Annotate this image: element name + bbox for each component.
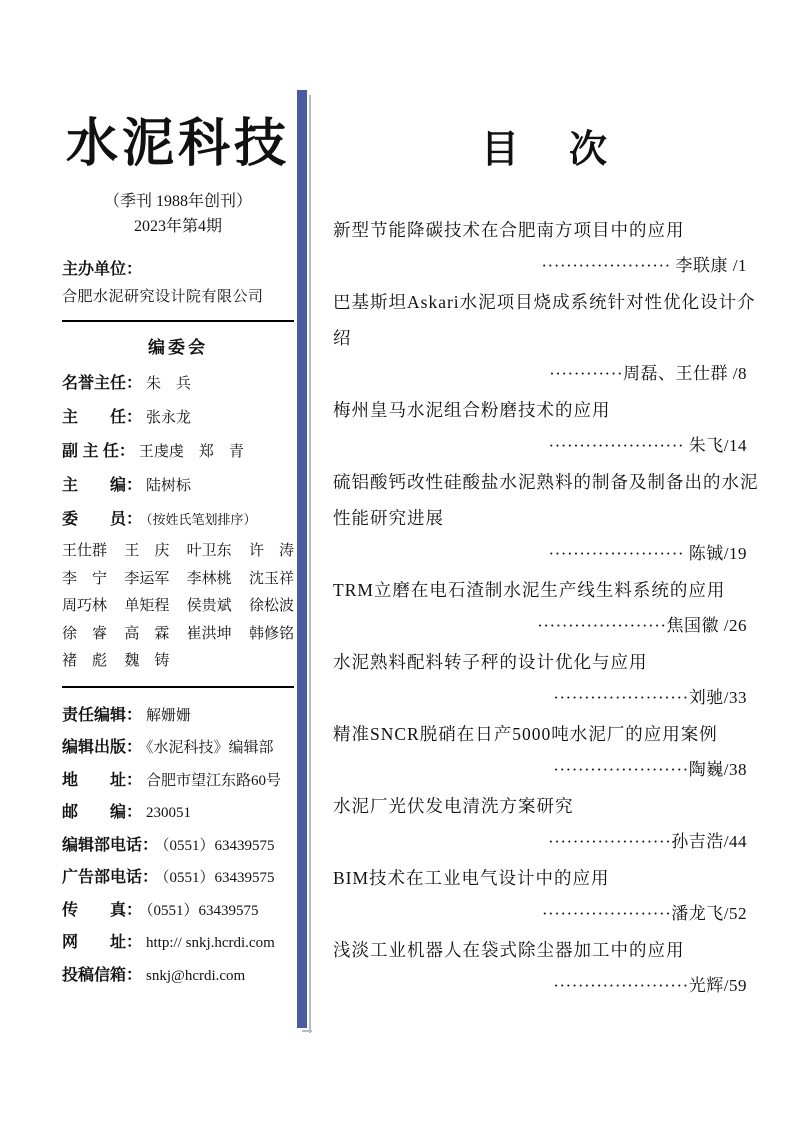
toc-article [333, 716, 761, 788]
board-role-label: 主 任： [62, 409, 143, 426]
board-member: 单矩程 [124, 598, 170, 614]
pub-info-label: 广告部电话： [62, 869, 159, 886]
board-member: 韩修铭 [248, 625, 294, 642]
pub-info-row [62, 830, 294, 863]
board-role-value: 朱 兵 [146, 376, 192, 392]
toc-article [333, 392, 761, 464]
article-author-line: ············周磊、王仕群 /8 [549, 364, 747, 383]
pub-info-row [62, 927, 294, 960]
pub-info-row [62, 732, 294, 765]
board-role-label: 名誉主任： [62, 375, 143, 392]
pub-info-row [62, 960, 294, 993]
pub-info-label: 网 址： [62, 934, 143, 951]
board-role-row [62, 367, 294, 401]
pub-info-row [62, 700, 294, 733]
toc-article [333, 572, 761, 644]
pub-info-label: 编辑出版： [62, 739, 143, 756]
article-author-line: ····················· 李联康 /1 [541, 256, 747, 275]
article-title: 梅州皇马水泥组合粉磨技术的应用 [333, 400, 611, 420]
pub-info-value: snkj@hcrdi.com [146, 967, 246, 984]
toc-article [333, 860, 761, 932]
pub-info-value: （0551）63439575 [162, 870, 275, 886]
article-title: 巴基斯坦Askari水泥项目烧成系统针对性优化设计介绍 [333, 292, 756, 348]
board-member: 魏 铸 [124, 653, 170, 669]
board-role-label: 委 员： [62, 511, 143, 528]
article-title: 硫铝酸钙改性硅酸盐水泥熟料的制备及制备出的水泥性能研究进展 [333, 472, 759, 528]
journal-title: 水泥科技 [65, 116, 290, 173]
pub-info-row [62, 862, 294, 895]
section-rule [62, 320, 294, 322]
board-member: 沈玉祥 [248, 570, 294, 587]
pub-info-label: 地 址： [62, 771, 143, 789]
article-author-line: ······················ 陈铖/19 [548, 544, 747, 563]
pub-info-label: 责任编辑： [62, 706, 143, 724]
article-author-line: ······················光辉/59 [553, 976, 747, 995]
board-role-value: 陆树标 [146, 478, 192, 494]
pub-info-value: （0551）63439575 [162, 837, 275, 854]
board-member: 徐 睿 [62, 625, 108, 642]
pub-info-label: 邮 编： [62, 804, 143, 821]
toc-article [333, 464, 761, 572]
pub-info-label: 投稿信箱： [62, 966, 143, 984]
pub-info-value: 合肥市望江东路60号 [146, 772, 282, 789]
right-column [333, 122, 761, 1004]
journal-issue: 2023年第4期 [133, 218, 222, 235]
pub-info-value: 《水泥科技》编辑部 [146, 740, 274, 756]
article-title: 精准SNCR脱硝在日产5000吨水泥厂的应用案例 [333, 724, 718, 744]
pub-info-row [62, 797, 294, 830]
board-member: 周巧林 [62, 598, 108, 614]
article-author-line: ······················陶巍/38 [553, 760, 747, 779]
pub-info-row [62, 765, 294, 798]
board-role-label: 副 主 任： [62, 443, 135, 460]
board-roles [62, 367, 294, 536]
toc-article [333, 644, 761, 716]
board-member: 褚 彪 [62, 653, 108, 669]
article-title: BIM技术在工业电气设计中的应用 [333, 868, 610, 888]
article-title: 水泥厂光伏发电清洗方案研究 [333, 796, 574, 816]
article-title: 浅淡工业机器人在袋式除尘器加工中的应用 [333, 940, 685, 960]
article-author-line: ·····················潘龙飞/52 [541, 904, 747, 923]
section-rule [62, 686, 294, 688]
board-member: 崔洪坤 [186, 625, 232, 642]
pub-info-label: 传 真： [62, 901, 143, 919]
board-role-label: 主 编： [62, 477, 143, 494]
article-author-line: ······················ 朱飞/14 [548, 436, 747, 455]
sponsor-label: 主办单位： [62, 261, 143, 278]
board-member: 侯贵斌 [186, 598, 232, 614]
board-member: 王仕群 [62, 543, 108, 559]
journal-subtitle: （季刊 1988年创刊） [103, 193, 252, 210]
article-title: TRM立磨在电石渣制水泥生产线生料系统的应用 [333, 580, 726, 600]
toc-article [333, 284, 761, 392]
toc-list [333, 212, 761, 1004]
divider-bar [297, 90, 307, 1028]
toc-article [333, 788, 761, 860]
pub-info-value: （0551）63439575 [146, 902, 259, 919]
board-role-row [62, 503, 294, 536]
board-member: 李林桃 [186, 570, 232, 587]
board-member: 叶卫东 [186, 543, 232, 559]
pub-info-row [62, 895, 294, 928]
board-role-row [62, 401, 294, 435]
board-member: 高 霖 [124, 625, 170, 642]
article-author-line: ·····················焦国徽 /26 [537, 616, 747, 635]
pub-info-value: 解姗姗 [146, 707, 192, 724]
publication-info [62, 700, 294, 993]
sponsor-name: 合肥水泥研究设计院有限公司 [62, 289, 264, 305]
board-member: 李运军 [124, 570, 170, 587]
toc-article [333, 212, 761, 284]
board-role-value: 王虔虔 郑 青 [138, 444, 244, 460]
board-members-grid [62, 538, 294, 676]
board-member: 徐松波 [248, 598, 294, 614]
article-author-line: ······················刘驰/33 [553, 688, 747, 707]
board-member: 许 涛 [248, 543, 294, 559]
article-title: 水泥熟料配料转子秤的设计优化与应用 [333, 652, 648, 672]
pub-info-value: http:// snkj.hcrdi.com [146, 935, 275, 951]
pub-info-label: 编辑部电话： [62, 836, 159, 854]
board-role-value: 张永龙 [146, 410, 192, 426]
article-author-line: ····················孙吉浩/44 [548, 832, 747, 851]
toc-article [333, 932, 761, 1004]
board-member: 李 宁 [62, 570, 108, 587]
left-column [62, 110, 294, 992]
board-role-row [62, 435, 294, 469]
board-heading: 编委会 [148, 338, 208, 357]
board-role-value: （按姓氏笔划排序） [146, 512, 257, 527]
toc-heading: 目 次 [480, 129, 613, 171]
board-member: 王 庆 [124, 543, 170, 559]
pub-info-value: 230051 [146, 805, 192, 821]
board-role-row [62, 469, 294, 503]
article-title: 新型节能降碳技术在合肥南方项目中的应用 [333, 220, 685, 240]
